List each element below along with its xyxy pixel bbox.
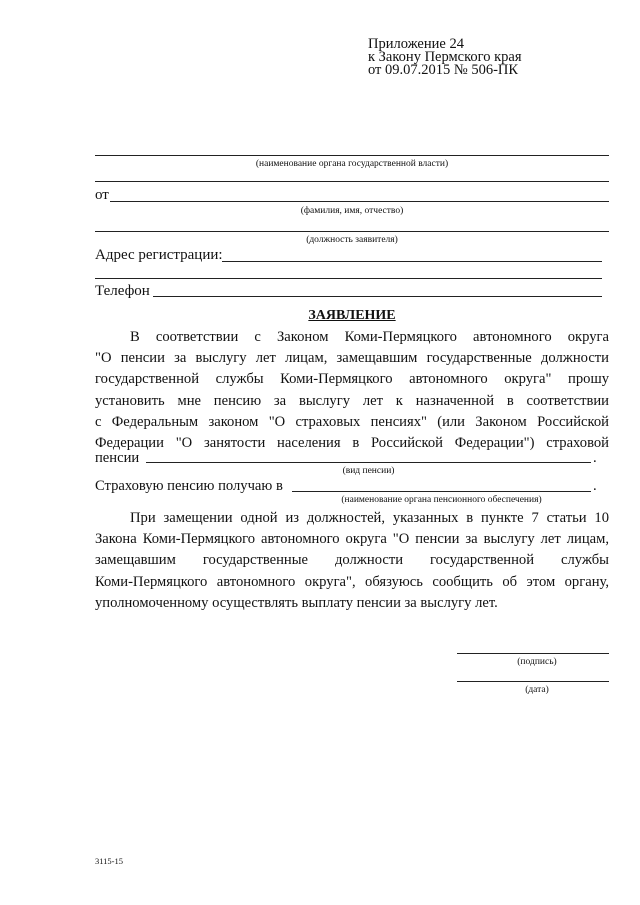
from-label: от	[95, 187, 109, 203]
paragraph-1-line: "О пенсии за выслугу лет лицам, замещавшим государственные должности	[95, 350, 609, 367]
paragraph-2-line: Коми-Пермяцкого автономного округа", обязуюсь сообщить об этом органу,	[95, 573, 609, 590]
paragraph-2	[95, 508, 609, 614]
authority-caption: (наименование органа государственной власти)	[255, 159, 449, 169]
pension-label: пенсии	[95, 450, 140, 466]
header-date: от 09.07.2015 № 506-ПК	[368, 62, 519, 78]
position-field[interactable]	[95, 231, 609, 232]
paragraph-1	[95, 327, 609, 454]
address-field-line2[interactable]	[95, 278, 602, 279]
footer-code: 3115-15	[95, 856, 124, 866]
signature-caption: (подпись)	[517, 657, 557, 667]
pension-type-field[interactable]	[146, 462, 591, 463]
phone-label: Телефон	[95, 283, 150, 299]
document-header	[368, 38, 522, 77]
header-law: к Закону Пермского края	[368, 49, 522, 65]
paragraph-2-line: уполномоченному осуществлять выплату пенсии за выслугу лет.	[95, 594, 498, 611]
signature-field[interactable]	[457, 653, 609, 654]
pension-caption: (вид пенсии)	[342, 466, 395, 476]
paragraph-1-line: государственной службы Коми-Пермяцкого автономного округа" прошу	[95, 371, 609, 388]
address-field[interactable]	[222, 261, 602, 262]
name-field[interactable]	[110, 201, 609, 202]
insurance-caption: (наименование органа пенсионного обеспечения)	[341, 495, 542, 505]
address-label: Адрес регистрации:	[95, 247, 223, 263]
paragraph-2-line: Закона Коми-Пермяцкого автономного округа "О пенсии за выслугу лет лицам,	[95, 531, 609, 548]
pension-period: .	[593, 450, 597, 466]
authority-field-line2[interactable]	[95, 181, 609, 182]
insurance-label: Страховую пенсию получаю в	[95, 478, 283, 494]
paragraph-2-line: При замещении одной из должностей, указанных в пункте 7 статьи 10	[130, 510, 609, 526]
authority-field[interactable]	[95, 155, 609, 156]
position-caption: (должность заявителя)	[306, 235, 398, 245]
name-caption: (фамилия, имя, отчество)	[300, 206, 404, 216]
header-appendix: Приложение 24	[368, 36, 464, 52]
phone-field[interactable]	[153, 296, 602, 297]
paragraph-1-line: Федерации "О занятости населения в Российской Федерации") страховой	[95, 434, 609, 451]
paragraph-1-line: с Федеральным законом "О страховых пенсиях" (или Законом Российской	[95, 413, 609, 430]
date-caption: (дата)	[525, 685, 549, 695]
insurance-period: .	[593, 478, 597, 494]
document-title: ЗАЯВЛЕНИЕ	[308, 308, 396, 323]
paragraph-1-line: В соответствии с Законом Коми-Пермяцкого автономного округа	[130, 329, 609, 345]
date-field[interactable]	[457, 681, 609, 682]
paragraph-2-line: замещавшим государственные должности государственной службы	[95, 552, 609, 569]
insurance-organ-field[interactable]	[292, 491, 591, 492]
paragraph-1-line: установить мне пенсию за выслугу лет к назначенной в соответствии	[95, 392, 609, 409]
